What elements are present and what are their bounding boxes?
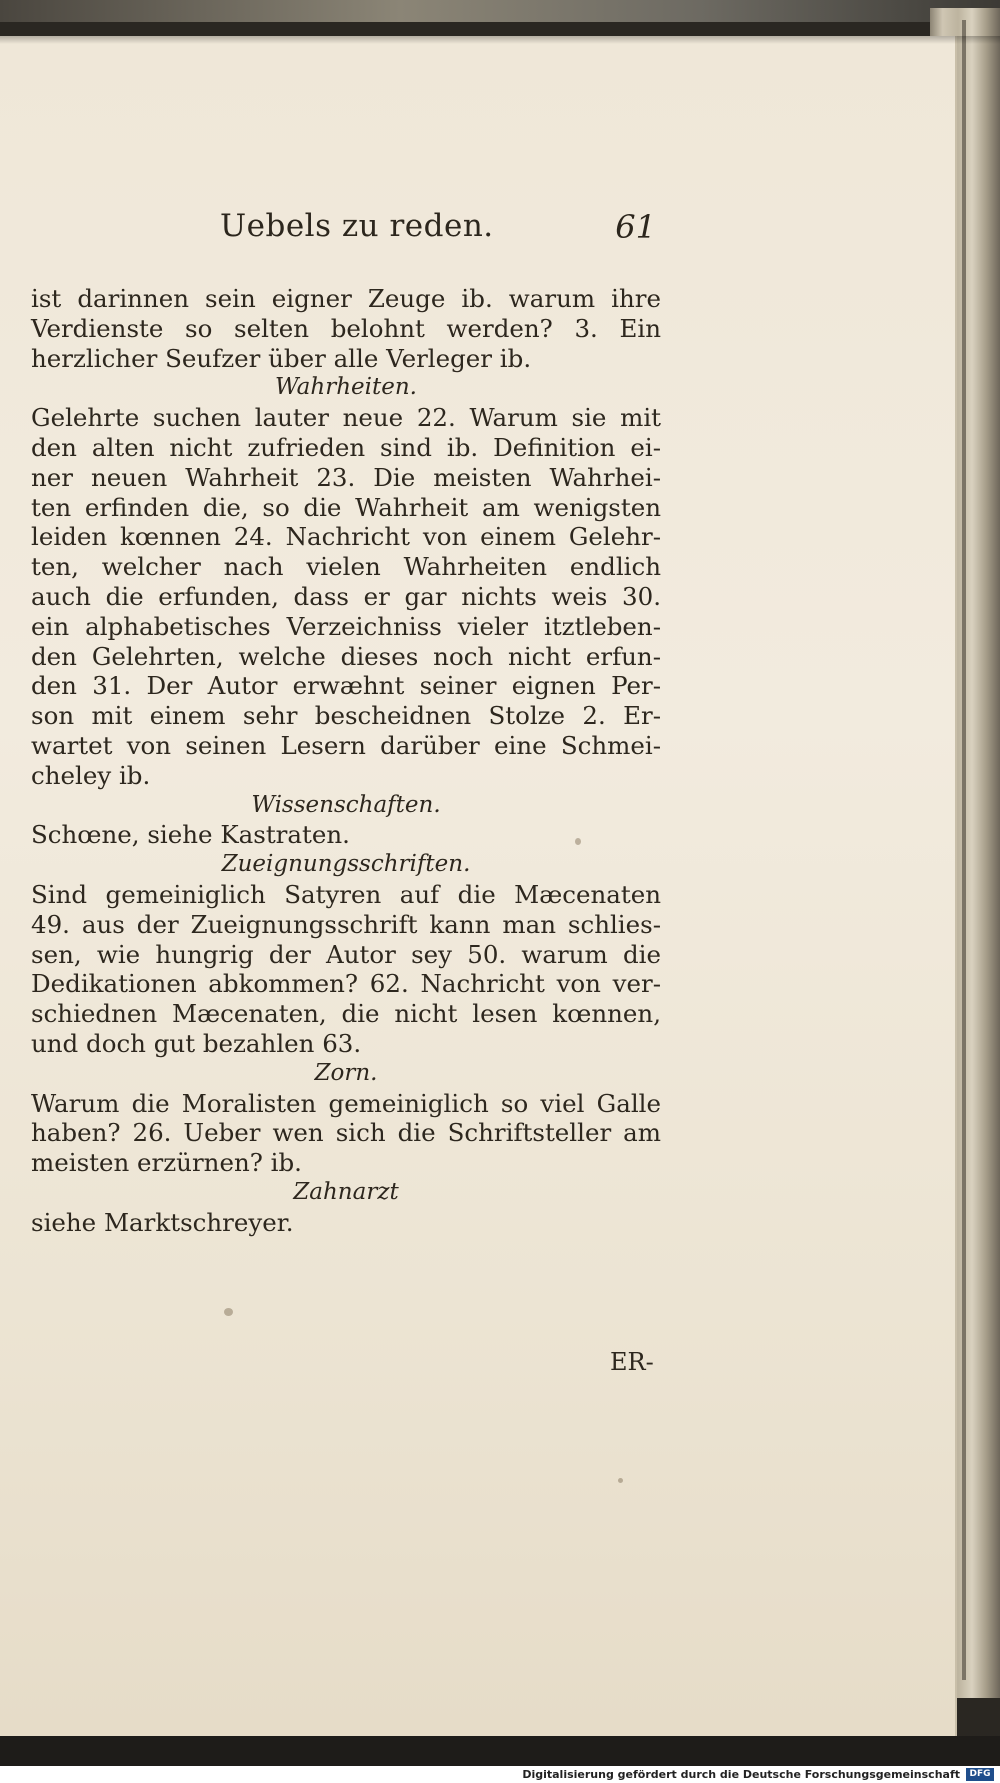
page-number: 61 <box>615 208 656 246</box>
section-heading: Zueignungsschriften. <box>221 851 471 878</box>
text-line: siehe Marktschreyer. <box>31 1207 294 1237</box>
section-heading: Wissenschaften. <box>251 791 441 818</box>
text-line: Schœne, siehe Kastraten. <box>31 820 350 850</box>
text-line: haben? 26. Ueber wen sich die Schriftsteller am <box>31 1118 661 1148</box>
text-line: sen, wie hungrig der Autor sey 50. warum die <box>31 939 661 969</box>
text-line: meisten erzürnen? ib. <box>31 1148 302 1178</box>
text-line: ist darinnen sein eigner Zeuge ib. warum ihre <box>31 284 661 313</box>
text-line: und doch gut bezahlen 63. <box>31 1028 362 1058</box>
text-line: cheley ib. <box>31 760 151 790</box>
text-line: herzlicher Seufzer über alle Verleger ib. <box>31 343 532 373</box>
text-line: ten erfinden die, so die Wahrheit am wenigsten <box>31 492 661 522</box>
index-text-block <box>31 284 661 1238</box>
text-line: den alten nicht zufrieden sind ib. Definition ei- <box>31 432 661 462</box>
text-line: Verdienste so selten belohnt werden? 3. Ein <box>31 313 661 343</box>
text-line: leiden kœnnen 24. Nachricht von einem Gelehr- <box>31 522 661 552</box>
section-heading: Zahnarzt <box>293 1178 399 1205</box>
text-line: Dedikationen abkommen? 62. Nachricht von ver- <box>31 969 661 999</box>
text-line: Warum die Moralisten gemeiniglich so viel Galle <box>31 1088 661 1118</box>
book-top-edge <box>0 0 1000 22</box>
dfg-logo: DFG <box>966 1768 994 1781</box>
ink-spot <box>618 1478 623 1483</box>
catchword: ER- <box>610 1348 654 1376</box>
text-line: den 31. Der Autor erwæhnt seiner eignen Per- <box>31 671 661 701</box>
digitization-credit: Digitalisierung gefördert durch die Deutsche Forschungsgemeinschaft <box>522 1768 960 1781</box>
text-line: den Gelehrten, welche dieses noch nicht erfun- <box>31 641 661 671</box>
text-line: Gelehrte suchen lauter neue 22. Warum sie mit <box>31 403 661 433</box>
text-line: son mit einem sehr bescheidnen Stolze 2. Er- <box>31 701 661 731</box>
scan-bottom-band <box>0 1736 1000 1766</box>
text-line: ein alphabetisches Verzeichniss vieler itztleben- <box>31 611 661 641</box>
text-line: ner neuen Wahrheit 23. Die meisten Wahrhei- <box>31 462 661 492</box>
text-line: Sind gemeiniglich Satyren auf die Mæcenaten <box>31 879 661 909</box>
text-line: schiednen Mæcenaten, die nicht lesen kœnnen, <box>31 999 661 1029</box>
text-line: ten, welcher nach vielen Wahrheiten endlich <box>31 552 661 582</box>
running-title: Uebels zu reden. <box>220 208 494 244</box>
text-line: 49. aus der Zueignungsschrift kann man schlies- <box>31 909 661 939</box>
running-header <box>220 208 660 254</box>
section-heading: Wahrheiten. <box>275 374 417 401</box>
section-heading: Zorn. <box>314 1059 378 1086</box>
book-page-edge-line <box>962 20 966 1680</box>
text-line: auch die erfunden, dass er gar nichts weis 30. <box>31 581 661 611</box>
ink-spot <box>224 1308 233 1316</box>
text-line: wartet von seinen Lesern darüber eine Schmei- <box>31 730 661 760</box>
page-shadow <box>0 36 1000 44</box>
